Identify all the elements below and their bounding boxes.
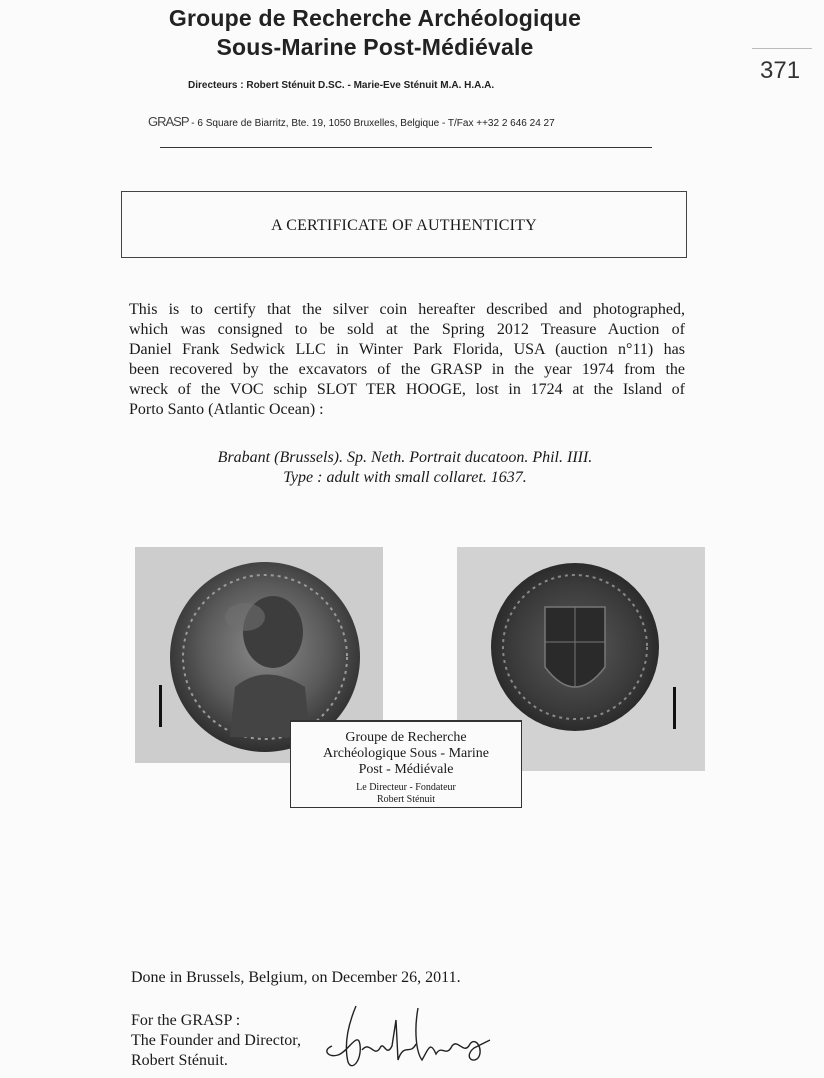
coin-type: Type : adult with small collaret. 1637. (283, 469, 527, 486)
coin-description: Brabant (Brussels). Sp. Neth. Portrait ducatoon. Phil. IIII. (217, 449, 593, 466)
signature (318, 1000, 498, 1075)
for-line: For the GRASP : (131, 1012, 241, 1029)
signatory-block (131, 1011, 301, 1071)
address-text: - 6 Square de Biarritz, Bte. 19, 1050 Bruxelles, Belgique - T/Fax ++32 2 646 24 27 (188, 118, 555, 129)
paragraph-line: Porto Santo (Atlantic Ocean) : (129, 401, 324, 418)
stamp-line2: Archéologique Sous - Marine (322, 746, 490, 761)
certification-paragraph (129, 300, 685, 420)
stamp-line4: Le Directeur - Fondateur (356, 782, 456, 793)
grasp-logo: GRASP (148, 114, 189, 129)
paragraph-line: This is to certify that the silver coin hereafter described and photographed, (129, 301, 685, 318)
paragraph-line: wreck of the VOC schip SLOT TER HOOGE, lost in 1724 at the Island of (129, 381, 685, 398)
directors-line: Directeurs : Robert Sténuit D.SC. - Marie-Eve Sténuit M.A. H.A.A. (188, 80, 495, 91)
header-divider (160, 147, 652, 148)
address-line (148, 114, 555, 129)
stamp-line5: Robert Sténuit (376, 794, 436, 805)
place-and-date: Done in Brussels, Belgium, on December 26, 2011. (131, 969, 461, 986)
certificate-title-box (121, 191, 687, 258)
role-line: The Founder and Director, (131, 1032, 301, 1049)
letterhead-title-line1: Groupe de Recherche Archéologique (168, 5, 582, 31)
stamp-line3: Post - Médiévale (358, 762, 454, 777)
paragraph-line: been recovered by the excavators of the GRASP in the year 1974 from the (129, 361, 685, 378)
letterhead-title-line2: Sous-Marine Post-Médiévale (216, 34, 534, 60)
stamp-line1: Groupe de Recherche (345, 730, 467, 745)
certificate-title: A CERTIFICATE OF AUTHENTICITY (271, 217, 537, 234)
page-number: 371 (760, 57, 801, 84)
paragraph-line: Daniel Frank Sedwick LLC in Winter Park Florida, USA (auction n°11) has (129, 341, 685, 358)
grasp-stamp (290, 720, 522, 808)
name-line: Robert Sténuit. (131, 1052, 228, 1069)
paragraph-line: which was consigned to be sold at the Spring 2012 Treasure Auction of (129, 321, 685, 338)
page-number-rule (752, 48, 812, 49)
